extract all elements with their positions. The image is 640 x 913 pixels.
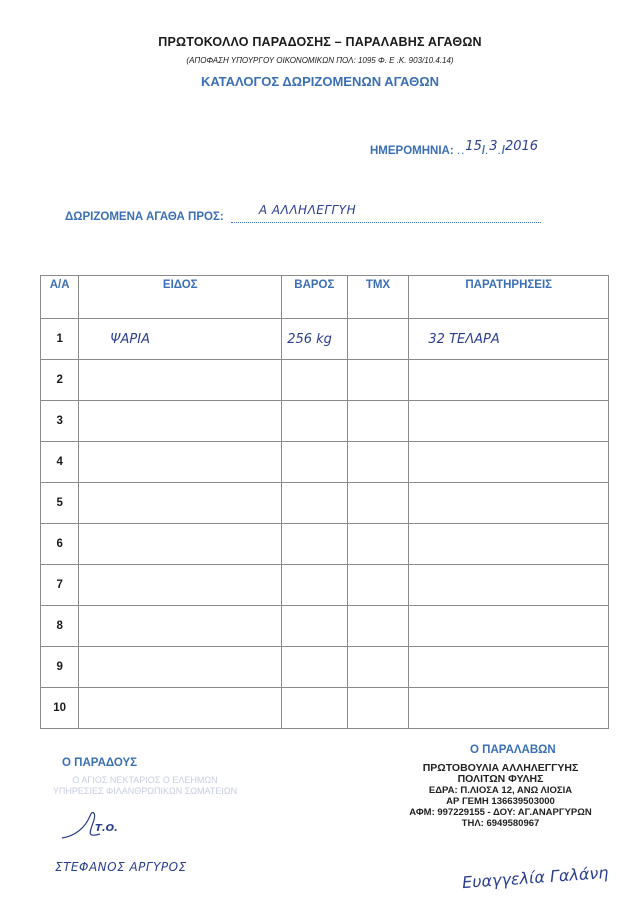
deliverer-label: Ο ΠΑΡΑΔΟΥΣ bbox=[62, 757, 138, 769]
deliverer-mark: Τ.Ο. bbox=[95, 823, 118, 834]
pieces-cell bbox=[347, 401, 409, 442]
item-cell bbox=[79, 483, 282, 524]
table-row bbox=[41, 442, 609, 483]
item-cell bbox=[79, 606, 282, 647]
weight-cell bbox=[282, 483, 347, 524]
notes-cell bbox=[409, 483, 609, 524]
receiver-label: Ο ΠΑΡΑΛΑΒΩΝ bbox=[470, 744, 556, 756]
deliverer-stamp-line: ΥΠΗΡΕΣΙΕΣ ΦΙΛΑΝΘΡΩΠΙΚΩΝ ΣΩΜΑΤΕΙΩΝ bbox=[52, 786, 238, 796]
weight-cell bbox=[282, 565, 347, 606]
weight-cell bbox=[282, 319, 347, 360]
weight-cell bbox=[282, 360, 347, 401]
item-cell bbox=[79, 401, 282, 442]
recipient-line bbox=[231, 203, 541, 223]
pieces-cell bbox=[347, 647, 409, 688]
document-title: ΠΡΩΤΟΚΟΛΛΟ ΠΑΡΑΔΟΣΗΣ – ΠΑΡΑΛΑΒΗΣ ΑΓΑΘΩΝ bbox=[158, 35, 482, 49]
items-table bbox=[40, 275, 609, 729]
row-number: 1 bbox=[41, 319, 79, 360]
date-month: 3 bbox=[489, 139, 498, 154]
pieces-cell bbox=[347, 360, 409, 401]
notes-cell bbox=[409, 401, 609, 442]
row-number: 2 bbox=[41, 360, 79, 401]
notes-cell bbox=[409, 319, 609, 360]
row-number: 8 bbox=[41, 606, 79, 647]
row-number: 7 bbox=[41, 565, 79, 606]
pieces-cell bbox=[347, 606, 409, 647]
list-title: ΚΑΤΑΛΟΓΟΣ ΔΩΡΙΖΟΜΕΝΩΝ ΑΓΑΘΩΝ bbox=[200, 74, 440, 89]
deliverer-stamp-line: Ο ΑΓΙΟΣ ΝΕΚΤΑΡΙΟΣ Ο ΕΛΕΗΜΩΝ bbox=[72, 775, 218, 785]
item-cell bbox=[79, 688, 282, 729]
table-row bbox=[41, 647, 609, 688]
table-row bbox=[41, 401, 609, 442]
header-aa: Α/Α bbox=[41, 276, 79, 319]
row-number: 10 bbox=[41, 688, 79, 729]
notes-cell bbox=[409, 442, 609, 483]
row-number: 6 bbox=[41, 524, 79, 565]
date-day: 15 bbox=[465, 139, 482, 154]
table-header-row bbox=[41, 276, 609, 319]
weight-cell bbox=[282, 647, 347, 688]
weight-value: 256 kg bbox=[287, 331, 332, 347]
item-cell bbox=[79, 524, 282, 565]
receiver-stamp-line: ΕΔΡΑ: Π.ΛΙΟΣΑ 12, ΑΝΩ ΛΙΟΣΙΑ bbox=[428, 785, 573, 796]
weight-cell bbox=[282, 688, 347, 729]
table-row bbox=[41, 360, 609, 401]
item-cell bbox=[79, 442, 282, 483]
header-pieces: ΤΜΧ bbox=[347, 276, 409, 319]
date-label: ΗΜΕΡΟΜΗΝΙΑ: bbox=[370, 145, 454, 157]
item-cell bbox=[79, 360, 282, 401]
receiver-stamp bbox=[408, 763, 593, 829]
receiver-stamp-line: ΤΗΛ: 6949580967 bbox=[461, 818, 540, 829]
recipient-value: Α ΑΛΛΗΛΕΓΓΥΗ bbox=[258, 203, 357, 217]
table-row bbox=[41, 688, 609, 729]
item-cell bbox=[79, 565, 282, 606]
notes-value: 32 ΤΕΛΑΡΑ bbox=[428, 331, 500, 347]
header-weight: ΒΑΡΟΣ bbox=[282, 276, 347, 319]
weight-cell bbox=[282, 442, 347, 483]
recipient-label: ΔΩΡΙΖΟΜΕΝΑ ΑΓΑΘΑ ΠΡΟΣ: bbox=[65, 211, 224, 223]
pieces-cell bbox=[347, 483, 409, 524]
item-value: ΨΑΡΙΑ bbox=[110, 331, 150, 347]
pieces-cell bbox=[347, 442, 409, 483]
row-number: 5 bbox=[41, 483, 79, 524]
header-item: ΕΙΔΟΣ bbox=[79, 276, 282, 319]
row-number: 4 bbox=[41, 442, 79, 483]
date-row: ΗΜΕΡΟΜΗΝΙΑ: ..15/.3./2016 bbox=[370, 139, 539, 157]
document-subtitle: (ΑΠΟΦΑΣΗ ΥΠΟΥΡΓΟΥ ΟΙΚΟΝΟΜΙΚΩΝ ΠΟΛ: 1095 Φ. Ε .Κ. 903/10.4.14) bbox=[186, 56, 454, 65]
pieces-cell bbox=[347, 565, 409, 606]
table-row bbox=[41, 524, 609, 565]
date-year: 2016 bbox=[504, 139, 539, 154]
notes-cell bbox=[409, 647, 609, 688]
notes-cell bbox=[409, 565, 609, 606]
table-row bbox=[41, 565, 609, 606]
table-row bbox=[41, 319, 609, 360]
row-number: 3 bbox=[41, 401, 79, 442]
notes-cell bbox=[409, 524, 609, 565]
weight-cell bbox=[282, 524, 347, 565]
pieces-cell bbox=[347, 319, 409, 360]
receiver-stamp-line: ΠΡΩΤΟΒΟΥΛΙΑ ΑΛΛΗΛΕΓΓΥΗΣ bbox=[422, 762, 579, 774]
table-row bbox=[41, 483, 609, 524]
deliverer-signature: ΣΤΕΦΑΝΟΣ ΑΡΓΥΡΟΣ bbox=[55, 860, 187, 874]
receiver-stamp-line: ΑΦΜ: 997229155 - ΔΟΥ: ΑΓ.ΑΝΑΡΓΥΡΩΝ bbox=[409, 807, 592, 818]
pieces-cell bbox=[347, 688, 409, 729]
receiver-signature: Ευαγγελία Γαλάνη bbox=[461, 862, 610, 893]
row-number: 9 bbox=[41, 647, 79, 688]
table-row bbox=[41, 606, 609, 647]
receiver-stamp-line: ΑΡ ΓΕΜΗ 136639503000 bbox=[446, 796, 555, 807]
pieces-cell bbox=[347, 524, 409, 565]
recipient-row bbox=[65, 203, 541, 223]
notes-cell bbox=[409, 360, 609, 401]
item-cell bbox=[79, 647, 282, 688]
item-cell bbox=[79, 319, 282, 360]
notes-cell bbox=[409, 688, 609, 729]
weight-cell bbox=[282, 401, 347, 442]
weight-cell bbox=[282, 606, 347, 647]
header-notes: ΠΑΡΑΤΗΡΗΣΕΙΣ bbox=[409, 276, 609, 319]
notes-cell bbox=[409, 606, 609, 647]
deliverer-stamp bbox=[40, 775, 250, 797]
receiver-stamp-line: ΠΟΛΙΤΩΝ ΦΥΛΗΣ bbox=[457, 773, 544, 785]
